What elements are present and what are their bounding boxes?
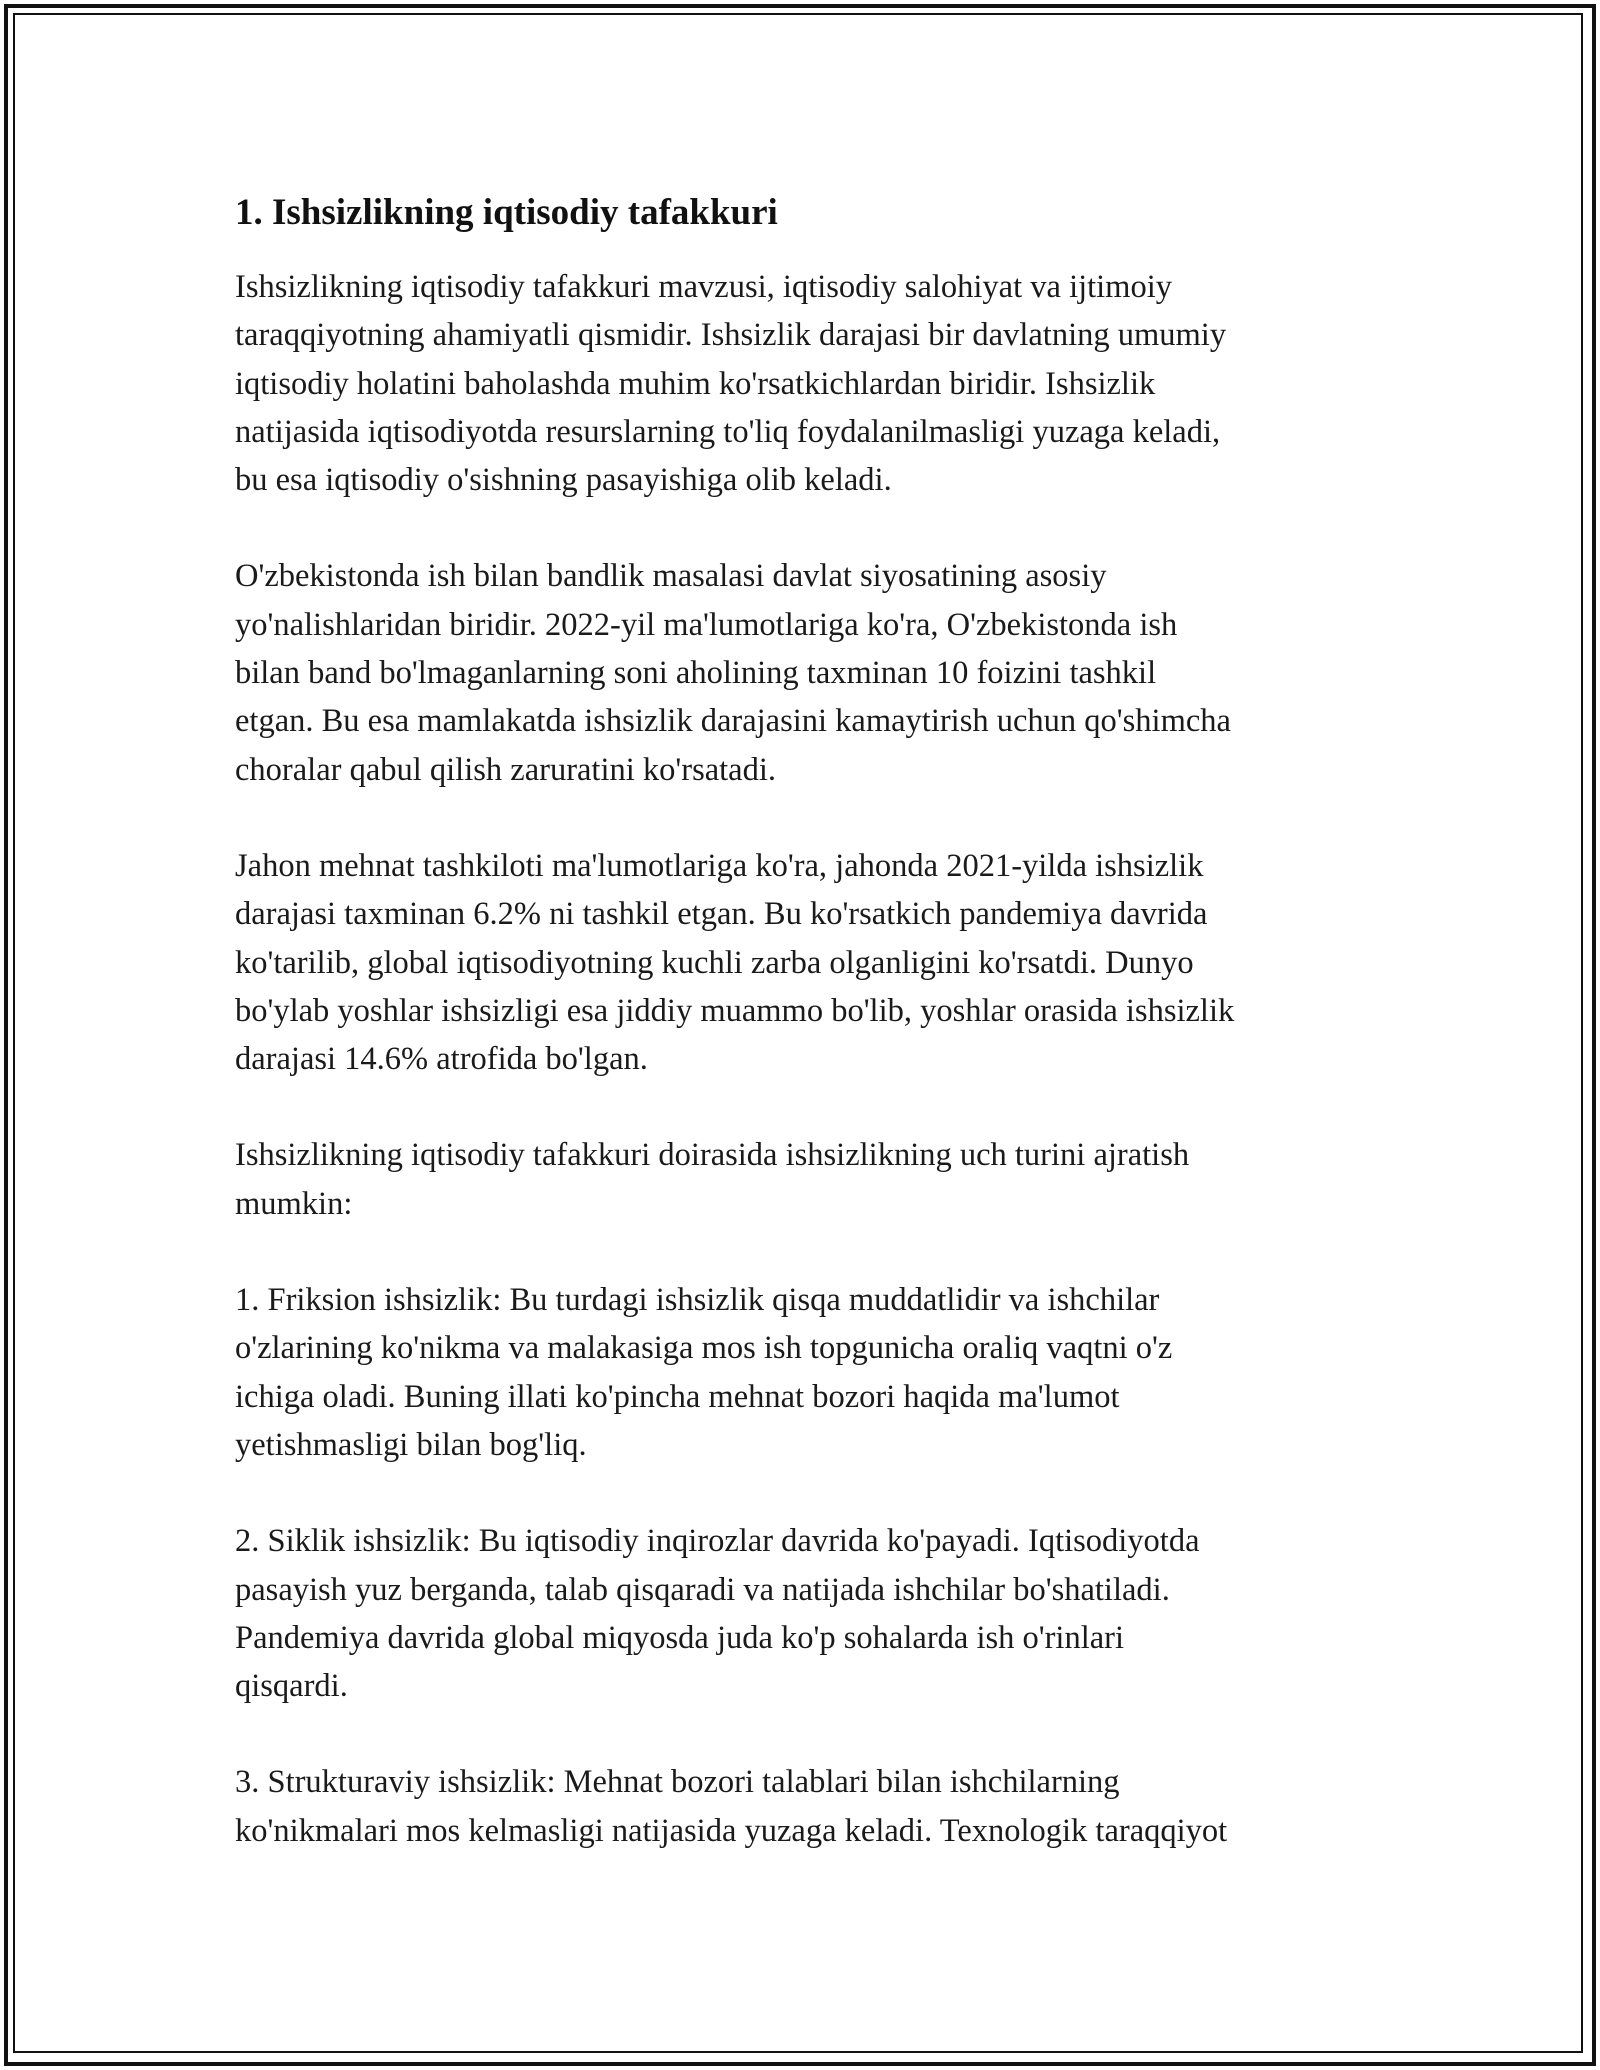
text-line: ichiga oladi. Buning illati ko'pincha mehnat bozori haqida ma'lumot (235, 1378, 1120, 1415)
section-heading: 1. Ishsizlikning iqtisodiy tafakkuri (235, 192, 778, 233)
paragraph-structural (235, 1758, 1385, 1855)
paragraph-global (235, 842, 1385, 1083)
text-line: pasayish yuz berganda, talab qisqaradi va natijada ishchilar bo'shatiladi. (235, 1571, 1170, 1608)
paragraph-frictional (235, 1276, 1385, 1469)
text-line: choralar qabul qilish zaruratini ko'rsatadi. (235, 751, 777, 788)
text-line: darajasi taxminan 6.2% ni tashkil etgan. Bu ko'rsatkich pandemiya davrida (235, 896, 1208, 933)
paragraph-uzbekistan (235, 552, 1385, 793)
text-line: qisqardi. (235, 1668, 348, 1705)
text-line: Ishsizlikning iqtisodiy tafakkuri doirasida ishsizlikning uch turini ajratish (235, 1137, 1190, 1174)
text-line: etgan. Bu esa mamlakatda ishsizlik darajasini kamaytirish uchun qo'shimcha (235, 703, 1231, 740)
text-line: iqtisodiy holatini baholashda muhim ko'rsatkichlardan biridir. Ishsizlik (235, 365, 1156, 402)
text-line: taraqqiyotning ahamiyatli qismidir. Ishsizlik darajasi bir davlatning umumiy (235, 317, 1227, 354)
document-body (235, 188, 1385, 1903)
text-line: ko'nikmalari mos kelmasligi natijasida yuzaga keladi. Texnologik taraqqiyot (235, 1812, 1228, 1849)
text-line: yetishmasligi bilan bog'liq. (235, 1426, 587, 1463)
text-line: bo'ylab yoshlar ishsizligi esa jiddiy muammo bo'lib, yoshlar orasida ishsizlik (235, 992, 1235, 1029)
paragraph-intro (235, 263, 1385, 504)
paragraph-cyclical (235, 1517, 1385, 1710)
text-line: bu esa iqtisodiy o'sishning pasayishiga olib keladi. (235, 462, 892, 499)
paragraph-types-intro (235, 1131, 1385, 1228)
text-line: darajasi 14.6% atrofida bo'lgan. (235, 1041, 648, 1078)
text-line: yo'nalishlaridan biridir. 2022-yil ma'lumotlariga ko'ra, O'zbekistonda ish (235, 606, 1178, 643)
text-line: 2. Siklik ishsizlik: Bu iqtisodiy inqirozlar davrida ko'payadi. Iqtisodiyotda (235, 1523, 1200, 1560)
text-line: ko'tarilib, global iqtisodiyotning kuchli zarba olganligini ko'rsatdi. Dunyo (235, 944, 1194, 981)
text-line: natijasida iqtisodiyotda resurslarning to'liq foydalanilmasligi yuzaga keladi, (235, 413, 1221, 450)
text-line: 1. Friksion ishsizlik: Bu turdagi ishsizlik qisqa muddatlidir va ishchilar (235, 1282, 1160, 1319)
text-line: bilan band bo'lmaganlarning soni aholining taxminan 10 foizini tashkil (235, 655, 1157, 692)
text-line: Ishsizlikning iqtisodiy tafakkuri mavzusi, iqtisodiy salohiyat va ijtimoiy (235, 269, 1172, 305)
text-line: o'zlarining ko'nikma va malakasiga mos ish topgunicha oraliq vaqtni o'z (235, 1330, 1173, 1367)
text-line: O'zbekistonda ish bilan bandlik masalasi davlat siyosatining asosiy (235, 558, 1107, 595)
text-line: Jahon mehnat tashkiloti ma'lumotlariga ko'ra, jahonda 2021-yilda ishsizlik (235, 847, 1204, 884)
text-line: mumkin: (235, 1185, 353, 1222)
text-line: 3. Strukturaviy ishsizlik: Mehnat bozori talablari bilan ishchilarning (235, 1764, 1120, 1801)
text-line: Pandemiya davrida global miqyosda juda ko'p sohalarda ish o'rinlari (235, 1619, 1125, 1656)
